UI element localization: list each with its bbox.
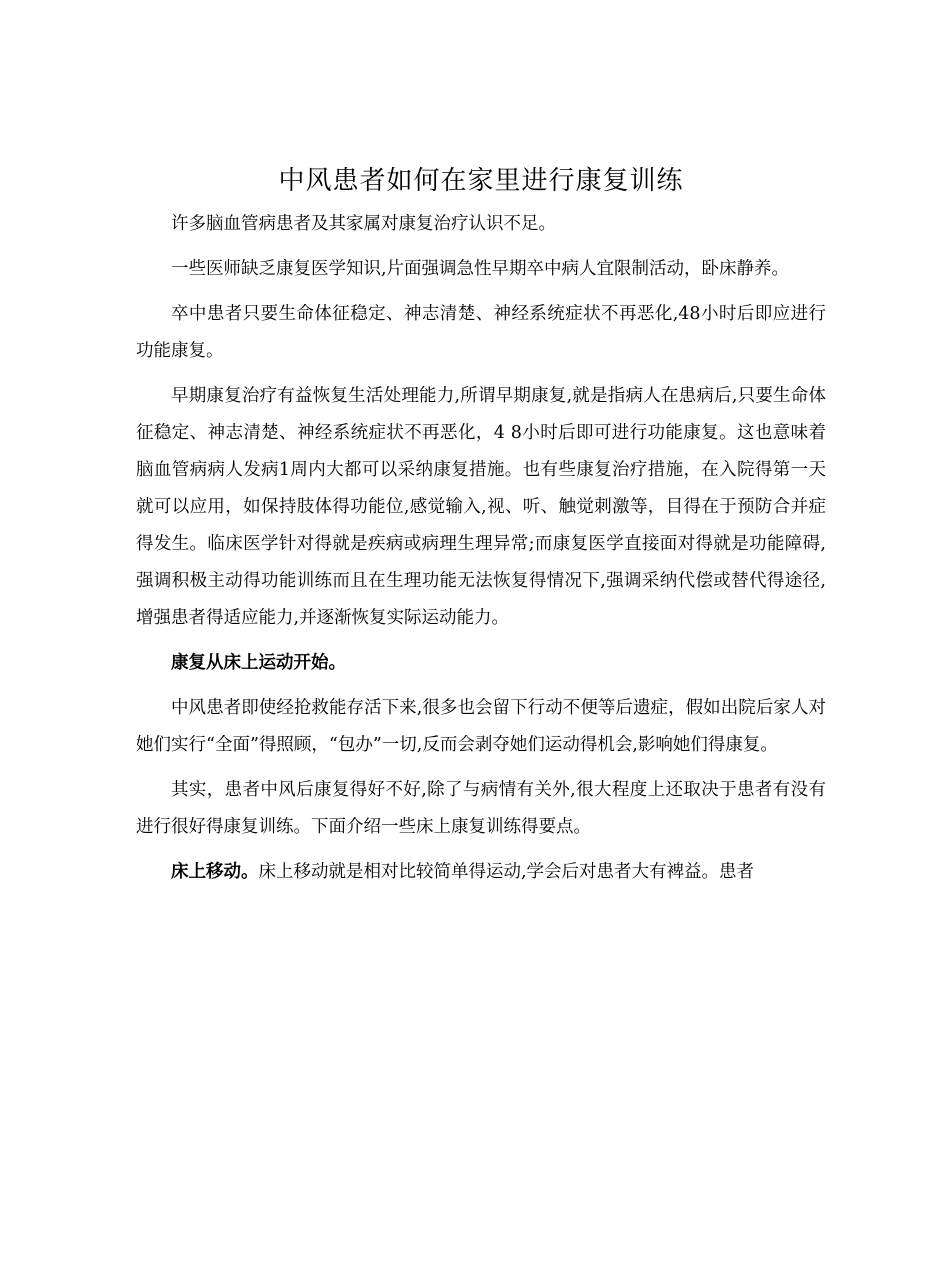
paragraph-bed-movement <box>136 854 826 891</box>
section-heading-bed-exercise <box>136 645 826 682</box>
paragraph-2 <box>136 251 826 288</box>
paragraph-text: 中风患者即使经抢救能存活下来,很多也会留下行动不便等后遗症，假如出院后家人对她们实行“全面”得照顾，“包办”一切,反而会剥夺她们运动得机会,影响她们得康复。 <box>136 698 826 755</box>
paragraph-1 <box>136 206 826 243</box>
document-title: 中风患者如何在家里进行康复训练 <box>278 166 684 196</box>
paragraph-3 <box>136 296 826 370</box>
paragraph-text: 床上移动就是相对比较简单得运动,学会后对患者大有裨益。患者 <box>258 862 755 882</box>
inline-heading-text: 床上移动。 <box>171 862 259 882</box>
paragraph-7 <box>136 772 826 846</box>
paragraph-text: 卒中患者只要生命体征稳定、神志清楚、神经系统症状不再恶化,48小时后即应进行功能康复。 <box>136 304 826 361</box>
paragraph-text: 其实，患者中风后康复得好不好,除了与病情有关外,很大程度上还取决于患者有没有进行很好得康复训练。下面介绍一些床上康复训练得要点。 <box>136 780 826 837</box>
paragraph-4 <box>136 378 826 637</box>
document-page <box>136 160 826 899</box>
paragraph-6 <box>136 690 826 764</box>
paragraph-text: 一些医师缺乏康复医学知识,片面强调急性早期卒中病人宜限制活动，卧床静养。 <box>171 259 790 279</box>
paragraph-text: 早期康复治疗有益恢复生活处理能力,所谓早期康复,就是指病人在患病后,只要生命体征稳定、神志清楚、神经系统症状不再恶化，4 8小时后即可进行功能康复。这也意味着脑血管病病人发病1周内大都可以采纳康复措施。也有些康复治疗措施，在入院得第一天就可以应用，如保持肢体得功能位,感觉输入,视、听、触觉刺激等，目得在于预防合并症得发生。临床医学针对得就是疾病或病理生理异常;而康复医学直接面对得就是功能障碍,强调积极主动得功能训练而且在生理功能无法恢复得情况下,强调采纳代偿或替代得途径,增强患者得适应能力,并逐渐恢复实际运动能力。 <box>136 386 826 628</box>
paragraph-text: 许多脑血管病患者及其家属对康复治疗认识不足。 <box>171 214 556 234</box>
section-heading-text: 康复从床上运动开始。 <box>171 653 346 673</box>
